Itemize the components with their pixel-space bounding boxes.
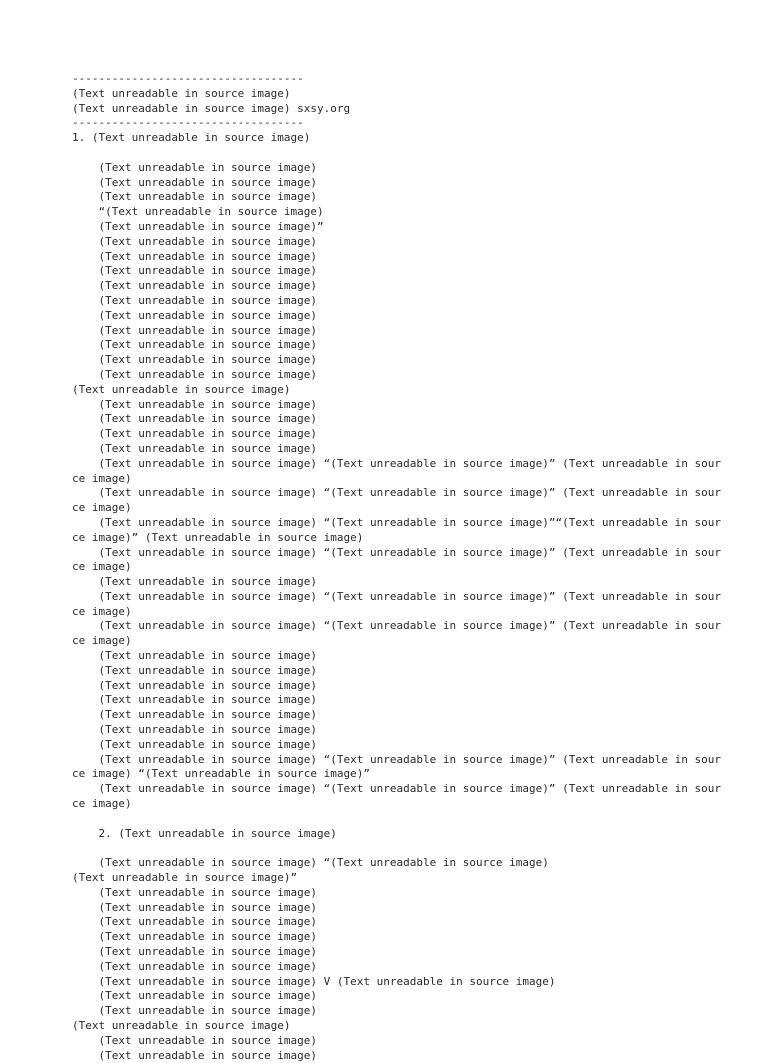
- text-line: (Text unreadable in source image): [72, 264, 318, 278]
- document-text: [72, 72, 722, 1063]
- text-line: [72, 146, 722, 161]
- text-line: “(Text unreadable in source image): [72, 205, 324, 219]
- text-line: (Text unreadable in source image) “(Text unreadable in source image)” (Text unreadable in source image): [72, 589, 722, 618]
- text-line: 1. (Text unreadable in source image): [72, 131, 311, 145]
- text-line: (Text unreadable in source image): [72, 367, 318, 381]
- text-line: (Text unreadable in source image): [72, 293, 318, 307]
- text-line: (Text unreadable in source image) “(Text unreadable in source image)” (Text unreadable in source image): [72, 456, 722, 485]
- text-line: (Text unreadable in source image)”: [72, 871, 298, 885]
- text-line: (Text unreadable in source image) “(Text unreadable in source image)”“(Text unreadable in source image)” (Text unreadable in source image): [72, 515, 722, 544]
- text-line: 2. (Text unreadable in source image): [72, 826, 337, 840]
- text-line: (Text unreadable in source image): [72, 885, 318, 899]
- text-line: -----------------------------------: [72, 72, 304, 85]
- text-line: (Text unreadable in source image): [72, 678, 318, 692]
- text-line: (Text unreadable in source image): [72, 663, 318, 677]
- text-line: (Text unreadable in source image): [72, 412, 318, 426]
- text-line: (Text unreadable in source image): [72, 708, 318, 722]
- text-line: (Text unreadable in source image): [72, 900, 318, 914]
- text-line: (Text unreadable in source image): [72, 693, 318, 707]
- text-line: (Text unreadable in source image) “(Text unreadable in source image)” (Text unreadable in source image) “(Text unreadable in source image)”: [72, 752, 722, 781]
- text-line: (Text unreadable in source image) “(Text unreadable in source image): [72, 856, 549, 870]
- text-line: (Text unreadable in source image): [72, 575, 318, 589]
- text-line: (Text unreadable in source image)”: [72, 219, 324, 233]
- text-line: (Text unreadable in source image): [72, 175, 318, 189]
- text-line: (Text unreadable in source image): [72, 160, 318, 174]
- text-line: (Text unreadable in source image): [72, 649, 318, 663]
- text-line: (Text unreadable in source image): [72, 723, 318, 737]
- text-line: (Text unreadable in source image): [72, 945, 318, 959]
- text-line: (Text unreadable in source image): [72, 234, 318, 248]
- text-line: (Text unreadable in source image): [72, 308, 318, 322]
- text-line: (Text unreadable in source image): [72, 1048, 318, 1062]
- text-line: (Text unreadable in source image) “(Text unreadable in source image)” (Text unreadable in source image): [72, 486, 722, 515]
- text-line: (Text unreadable in source image): [72, 190, 318, 204]
- text-line: (Text unreadable in source image) “(Text unreadable in source image)” (Text unreadable in source image): [72, 545, 722, 574]
- text-line: (Text unreadable in source image): [72, 737, 318, 751]
- text-line: (Text unreadable in source image): [72, 915, 318, 929]
- text-line: (Text unreadable in source image): [72, 427, 318, 441]
- text-line: (Text unreadable in source image): [72, 323, 318, 337]
- text-line: [72, 812, 722, 827]
- text-line: (Text unreadable in source image): [72, 1019, 291, 1032]
- text-line: (Text unreadable in source image) “(Text unreadable in source image)” (Text unreadable in source image): [72, 782, 722, 811]
- text-line: (Text unreadable in source image): [72, 86, 291, 100]
- text-line: -----------------------------------: [72, 116, 304, 130]
- text-line: (Text unreadable in source image) sxsy.org: [72, 101, 351, 115]
- text-line: (Text unreadable in source image) “(Text unreadable in source image)” (Text unreadable in source image): [72, 619, 722, 648]
- text-line: (Text unreadable in source image): [72, 441, 318, 455]
- text-line: (Text unreadable in source image): [72, 1033, 318, 1047]
- text-line: (Text unreadable in source image): [72, 382, 291, 396]
- text-line: (Text unreadable in source image): [72, 338, 318, 352]
- text-line: (Text unreadable in source image): [72, 249, 318, 263]
- text-line: (Text unreadable in source image): [72, 989, 318, 1003]
- text-line: (Text unreadable in source image): [72, 1004, 318, 1018]
- text-line: (Text unreadable in source image): [72, 959, 318, 973]
- text-line: (Text unreadable in source image): [72, 930, 318, 944]
- text-line: (Text unreadable in source image): [72, 279, 318, 293]
- text-line: (Text unreadable in source image): [72, 353, 318, 367]
- text-line: (Text unreadable in source image): [72, 397, 318, 411]
- text-line: [72, 841, 722, 856]
- text-line: (Text unreadable in source image) V (Text unreadable in source image): [72, 974, 556, 988]
